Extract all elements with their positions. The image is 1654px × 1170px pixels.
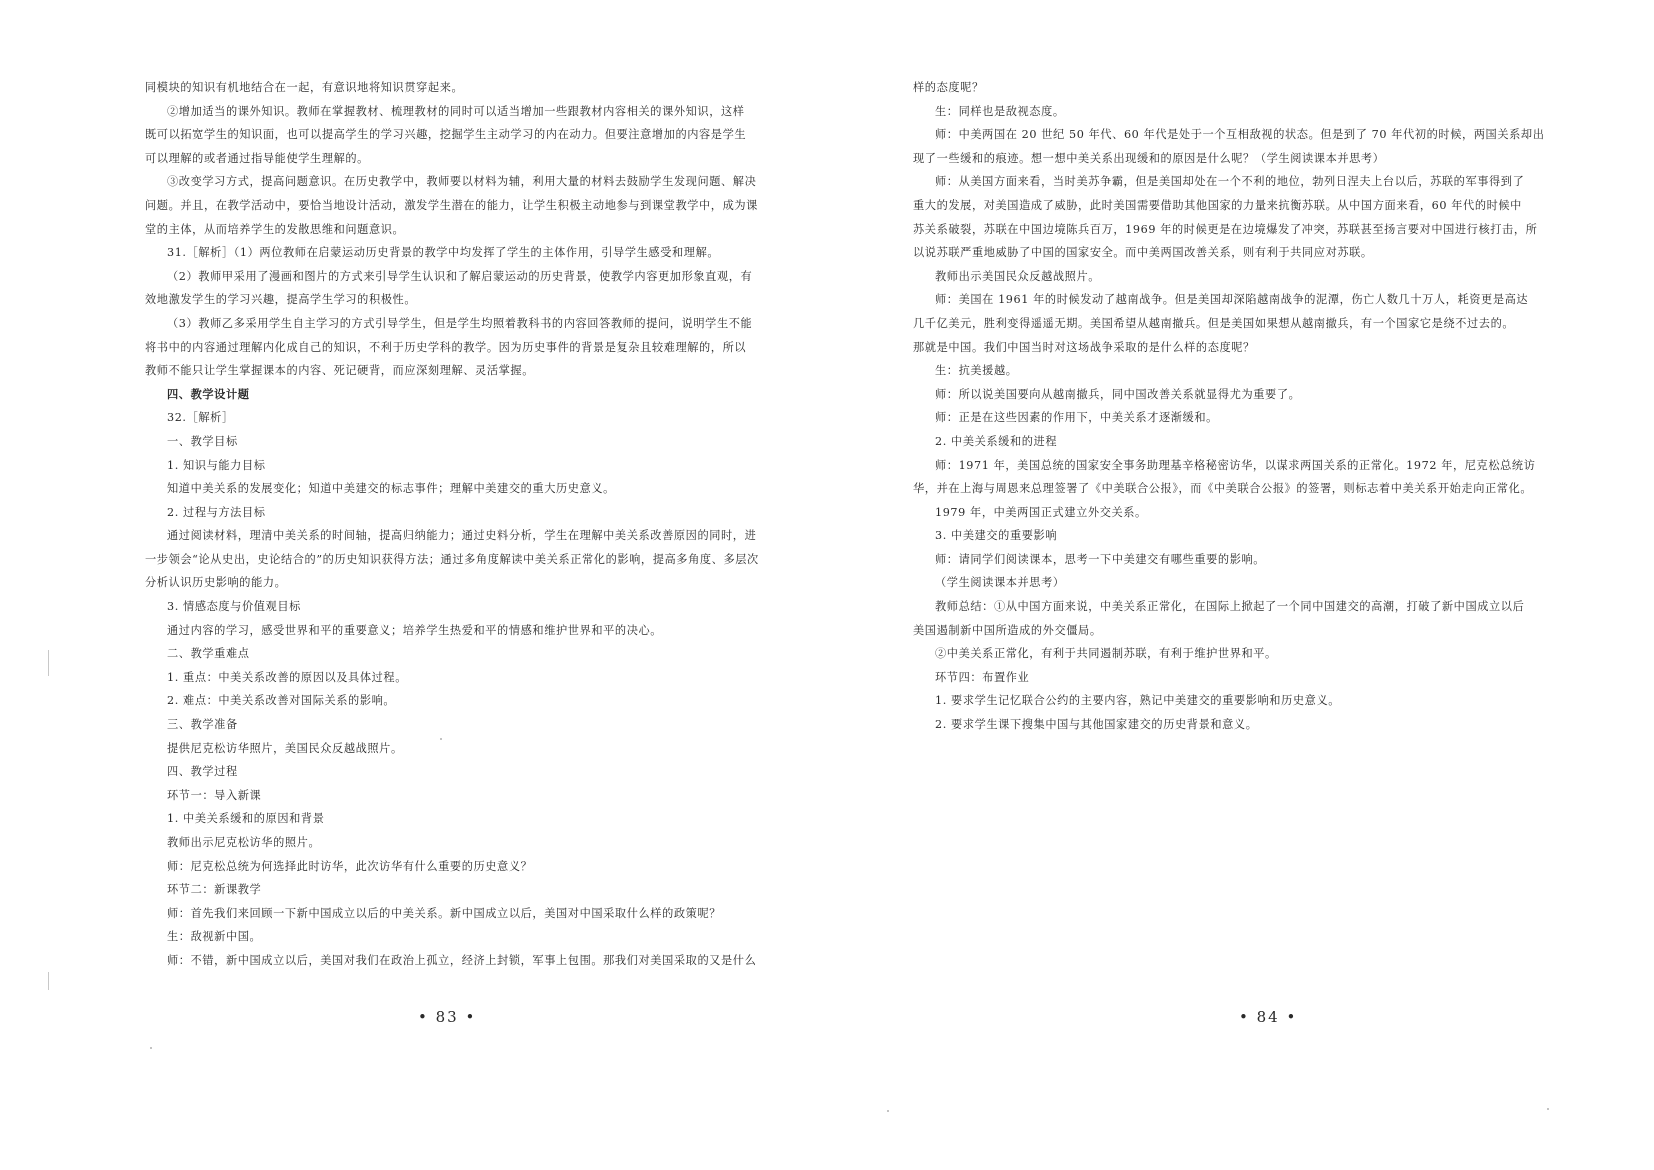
- text-line: 既可以拓宽学生的知识面，也可以提高学生的学习兴趣，挖掘学生主动学习的内在动力。但要注意增加的内容是学生: [145, 128, 747, 142]
- text-line: 通过内容的学习，感受世界和平的重要意义；培养学生热爱和平的情感和维护世界和平的决心。: [167, 623, 663, 637]
- text-line: （3）教师乙多采用学生自主学习的方式引导学生，但是学生均照着教科书的内容回答教师的提问，说明学生不能: [167, 316, 753, 330]
- text-line: 四、教学设计题: [167, 386, 250, 401]
- text-line: 美国遏制新中国所造成的外交僵局。: [913, 623, 1102, 637]
- text-line: 分析认识历史影响的能力。: [145, 576, 287, 590]
- scan-speck: [150, 1047, 152, 1049]
- right-page-text: [913, 76, 1553, 737]
- scan-speck: [1547, 1108, 1549, 1110]
- text-line: ②增加适当的课外知识。教师在掌握教材、梳理教材的同时可以适当增加一些跟教材内容相关的课外知识，这样: [167, 104, 745, 118]
- text-line: 师：请同学们阅读课本，思考一下中美建交有哪些重要的影响。: [935, 552, 1266, 566]
- text-line: 师：尼克松总统为何选择此时访华，此次访华有什么重要的历史意义？: [167, 859, 533, 873]
- text-line: 几千亿美元，胜利变得遥遥无期。美国希望从越南撤兵。但是美国如果想从越南撤兵，有一个国家它是绕不过去的。: [913, 316, 1515, 330]
- text-line: 3. 中美建交的重要影响: [935, 529, 1058, 543]
- text-line: 2. 过程与方法目标: [167, 505, 266, 519]
- scan-edge-mark: [48, 650, 49, 676]
- text-line: 师：中美两国在 20 世纪 50 年代、60 年代是处于一个互相敌视的状态。但是到了 70 年代初的时候，两国关系却出: [935, 128, 1545, 142]
- text-line: 师：美国在 1961 年的时候发动了越南战争。但是美国却深陷越南战争的泥潭，伤亡人数几十万人，耗资更是高达: [935, 293, 1529, 307]
- scan-speck: [887, 1110, 889, 1112]
- text-line: 3. 情感态度与价值观目标: [167, 600, 301, 614]
- text-line: 三、教学准备: [167, 718, 238, 732]
- text-line: ③改变学习方式，提高问题意识。在历史教学中，教师要以材料为辅，利用大量的材料去鼓励学生发现问题、解决: [167, 175, 757, 189]
- text-line: 师：首先我们来回顾一下新中国成立以后的中美关系。新中国成立以后，美国对中国采取什么样的政策呢？: [167, 906, 722, 920]
- text-line: 一、教学目标: [167, 434, 238, 448]
- text-line: 将书中的内容通过理解内化成自己的知识，不利于历史学科的教学。因为历史事件的背景是复杂且较难理解的，所以: [145, 340, 747, 354]
- text-line: 1979 年，中美两国正式建立外交关系。: [935, 505, 1147, 519]
- text-line: 四、教学过程: [167, 765, 238, 779]
- text-line: 通过阅读材料，理清中美关系的时间轴，提高归纳能力；通过史料分析，学生在理解中美关系改善原因的同时，进: [167, 529, 757, 543]
- text-line: 师：从美国方面来看，当时美苏争霸，但是美国却处在一个不利的地位，勃列日涅夫上台以后，苏联的军事得到了: [935, 175, 1525, 189]
- text-line: 问题。并且，在教学活动中，要恰当地设计活动，激发学生潜在的能力，让学生积极主动地参与到课堂教学中，成为课: [145, 198, 758, 212]
- text-line: 环节二：新课教学: [167, 883, 262, 897]
- text-line: 现了一些缓和的痕迹。想一想中美关系出现缓和的原因是什么呢？（学生阅读课本并思考）: [913, 151, 1385, 165]
- text-line: 知道中美关系的发展变化；知道中美建交的标志事件；理解中美建交的重大历史意义。: [167, 482, 615, 496]
- text-line: 1. 重点：中美关系改善的原因以及具体过程。: [167, 670, 407, 684]
- scan-edge-mark: [48, 972, 49, 990]
- text-line: 2. 难点：中美关系改善对国际关系的影响。: [167, 694, 396, 708]
- text-line: 教师总结：①从中国方面来说，中美关系正常化，在国际上掀起了一个同中国建交的高潮，打破了新中国成立以后: [935, 600, 1525, 614]
- text-line: ②中美关系正常化，有利于共同遏制苏联，有利于维护世界和平。: [935, 647, 1277, 661]
- text-line: 堂的主体，从而培养学生的发散思维和问题意识。: [145, 222, 405, 236]
- text-line: 环节一：导入新课: [167, 788, 262, 802]
- text-line: 可以理解的或者通过指导能使学生理解的。: [145, 151, 369, 165]
- text-line: 生：敌视新中国。: [167, 930, 262, 944]
- text-line: 环节四：布置作业: [935, 670, 1030, 684]
- text-line: （2）教师甲采用了漫画和图片的方式来引导学生认识和了解启蒙运动的历史背景，使教学内容更加形象直观，有: [167, 269, 753, 283]
- text-line: 效地激发学生的学习兴趣，提高学生学习的积极性。: [145, 293, 417, 307]
- text-line: 同模块的知识有机地结合在一起，有意识地将知识贯穿起来。: [145, 81, 464, 94]
- text-line: 二、教学重难点: [167, 647, 250, 661]
- text-line: 教师不能只让学生掌握课本的内容、死记硬背，而应深刻理解、灵活掌握。: [145, 364, 534, 378]
- text-line: 生：抗美援越。: [935, 364, 1018, 378]
- text-line: 师：所以说美国要向从越南撤兵，同中国改善关系就显得尤为重要了。: [935, 387, 1301, 401]
- text-line: 师：不错，新中国成立以后，美国对我们在政治上孤立，经济上封锁，军事上包围。那我们对美国采取的又是什么: [167, 953, 757, 967]
- text-line: 教师出示尼克松访华的照片。: [167, 836, 321, 849]
- text-line: 重大的发展，对美国造成了威胁，此时美国需要借助其他国家的力量来抗衡苏联。从中国方面来看，60 年代的时候中: [913, 198, 1522, 212]
- text-line: 苏关系破裂，苏联在中国边境陈兵百万，1969 年的时候更是在边境爆发了冲突，苏联甚至扬言要对中国进行核打击，所: [913, 222, 1538, 236]
- text-line: 华，并在上海与周恩来总理签署了《中美联合公报》，而《中美联合公报》的签署，则标志着中美关系开始走向正常化。: [913, 482, 1533, 496]
- text-line: 2. 中美关系缓和的进程: [935, 434, 1058, 448]
- page-number-right: • 84 •: [1239, 1008, 1298, 1026]
- scan-speck: [440, 738, 442, 740]
- text-line: 1. 知识与能力目标: [167, 458, 266, 472]
- text-line: 教师出示美国民众反越战照片。: [935, 269, 1101, 283]
- text-line: 提供尼克松访华照片，美国民众反越战照片。: [167, 741, 403, 755]
- text-line: 生：同样也是敌视态度。: [935, 104, 1065, 118]
- text-line: 一步领会“论从史出，史论结合的”的历史知识获得方法；通过多角度解读中美关系正常化的影响，提高多角度、多层次: [145, 552, 759, 566]
- text-line: （学生阅读课本并思考）: [935, 576, 1065, 590]
- text-line: 那就是中国。我们中国当时对这场战争采取的是什么样的态度呢？: [913, 340, 1255, 354]
- page-number-left: • 83 •: [418, 1008, 477, 1026]
- text-line: 师：1971 年，美国总统的国家安全事务助理基辛格秘密访华，以谋求两国关系的正常化。1972 年，尼克松总统访: [935, 458, 1536, 472]
- left-page-text: [145, 76, 785, 973]
- text-line: 32.［解析］: [167, 411, 234, 425]
- text-line: 样的态度呢？: [913, 81, 984, 94]
- text-line: 31.［解析］（1）两位教师在启蒙运动历史背景的教学中均发挥了学生的主体作用，引导学生感受和理解。: [167, 246, 720, 260]
- right-page: [827, 0, 1654, 1170]
- text-line: 1. 要求学生记忆联合公约的主要内容，熟记中美建交的重要影响和历史意义。: [935, 694, 1341, 708]
- text-line: 师：正是在这些因素的作用下，中美关系才逐渐缓和。: [935, 411, 1218, 425]
- text-line: 1. 中美关系缓和的原因和背景: [167, 812, 325, 826]
- text-line: 以说苏联严重地威胁了中国的国家安全。而中美两国改善关系，则有利于共同应对苏联。: [913, 246, 1373, 260]
- text-line: 2. 要求学生课下搜集中国与其他国家建交的历史背景和意义。: [935, 718, 1258, 732]
